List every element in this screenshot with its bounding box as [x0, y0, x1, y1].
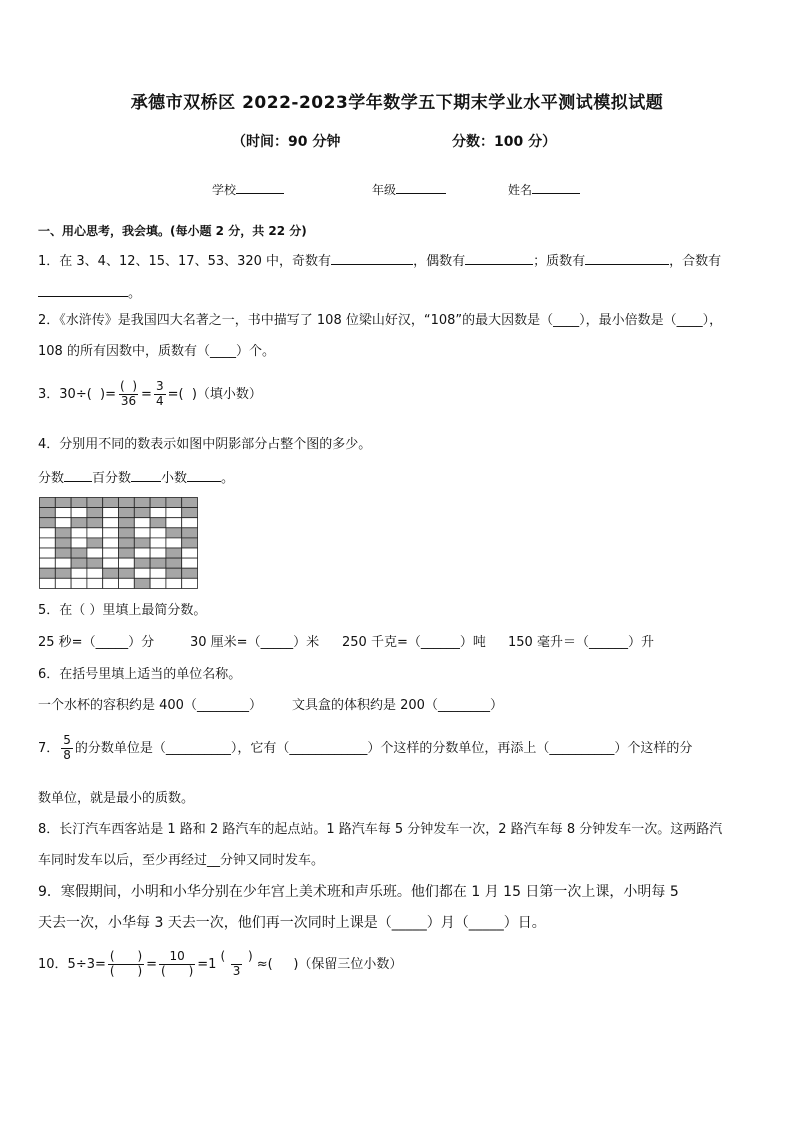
question-7-line1 [38, 734, 692, 763]
grid-cell [134, 518, 150, 528]
question-5-a: 25 秒=（_____）分 [38, 635, 155, 650]
grid-cell [87, 528, 103, 538]
grade-label: 年级 [372, 183, 397, 197]
q10-fraction-1 [108, 950, 144, 979]
grid-cell-shaded [166, 548, 182, 558]
school-blank[interactable] [236, 181, 284, 194]
grid-cell [103, 538, 119, 548]
grid-cell-shaded [103, 498, 119, 508]
q1-blank-odd[interactable] [331, 252, 413, 265]
name-field [508, 181, 580, 198]
question-9-line1: 9．寒假期间，小明和小华分别在少年宫上美术班和声乐班。他们都在 1 月 15 日第一次上课，小明每 5 [38, 884, 679, 900]
question-2-line2: 108 的所有因数中，质数有（____）个。 [38, 344, 275, 359]
q4-fraction-blank[interactable] [64, 469, 92, 482]
question-5-d: 150 毫升＝（______）升 [508, 635, 654, 650]
q3-blank-1[interactable]: ( ) [86, 386, 106, 402]
grid-cell [134, 568, 150, 578]
question-5-b: 30 厘米=（_____）米 [190, 635, 320, 650]
grid-cell [166, 518, 182, 528]
q3-frac2-num: 3 [155, 379, 164, 393]
grid-cell [103, 518, 119, 528]
grid-cell [103, 528, 119, 538]
name-label: 姓名 [508, 183, 533, 197]
question-4-line1: 4．分别用不同的数表示如图中阴影部分占整个图的多少。 [38, 437, 372, 452]
q3-fraction-2 [154, 380, 166, 409]
grid-cell [166, 578, 182, 588]
q3-suffix: （填小数） [196, 386, 262, 402]
q10-eq-2: =1 [197, 956, 217, 972]
q1-blank-even[interactable] [465, 252, 533, 265]
question-1-cont [38, 284, 141, 300]
grid-cell [40, 578, 56, 588]
school-label: 学校 [212, 183, 237, 197]
grid-cell [150, 538, 166, 548]
grid-cell-shaded [87, 538, 103, 548]
grid-cell-shaded [119, 498, 135, 508]
grid-cell-shaded [182, 528, 198, 538]
question-7-line2: 数单位，就是最小的质数。 [38, 791, 195, 806]
grid-cell-shaded [119, 528, 135, 538]
question-2-line1: 2．《水浒传》是我国四大名著之一，书中描写了 108 位梁山好汉，“108”的最大因数是（____），最小倍数是（____）， [38, 313, 723, 328]
question-8-line2: 车同时发车以后，至少再经过__分钟又同时发车。 [38, 853, 325, 868]
q10-fraction-3 [218, 950, 254, 979]
grid-cell-shaded [119, 508, 135, 518]
q3-frac1-num[interactable]: ( ) [120, 379, 138, 393]
grid-cell [134, 548, 150, 558]
grid-cell-shaded [87, 508, 103, 518]
grid-cell [40, 548, 56, 558]
q4-percent-blank[interactable] [131, 469, 161, 482]
question-5-line1: 5．在（ ）里填上最简分数。 [38, 603, 207, 618]
question-10 [38, 950, 402, 979]
exam-title: 承德市双桥区 2022-2023学年数学五下期末学业水平测试模拟试题 [130, 93, 664, 113]
grid-cell-shaded [182, 508, 198, 518]
grid-cell-shaded [182, 568, 198, 578]
grid-cell [40, 538, 56, 548]
q10-eq: = [146, 956, 158, 972]
q1-text-prime: ；质数有 [533, 254, 586, 269]
grid-cell-shaded [71, 558, 87, 568]
q10-fraction-2 [159, 950, 195, 979]
grid-cell-shaded [71, 548, 87, 558]
q10-suffix: （保留三位小数） [298, 956, 403, 972]
name-blank[interactable] [532, 181, 580, 194]
grid-cell-shaded [40, 498, 56, 508]
grid-cell [119, 558, 135, 568]
q10-prefix: 10．5÷3= [38, 956, 106, 972]
grid-cell-shaded [55, 538, 71, 548]
grid-cell-shaded [55, 498, 71, 508]
grid-cell [71, 578, 87, 588]
exam-time: （时间：90 分钟 [232, 134, 341, 150]
grid-cell [55, 558, 71, 568]
grid-cell-shaded [166, 558, 182, 568]
exam-score: 分数：100 分） [452, 134, 557, 150]
q3-frac1-den: 36 [120, 393, 137, 408]
grid-cell-shaded [71, 518, 87, 528]
question-3 [38, 380, 262, 409]
q1-end: 。 [128, 286, 142, 301]
grid-cell [71, 538, 87, 548]
grid-cell [182, 558, 198, 568]
grid-cell-shaded [119, 538, 135, 548]
grid-cell-shaded [119, 518, 135, 528]
q10-f1-num[interactable]: ( ) [109, 949, 143, 963]
q7-frac-num: 5 [63, 733, 71, 747]
grid-cell-shaded [55, 568, 71, 578]
q7-frac-den: 8 [63, 747, 71, 762]
grid-cell-shaded [182, 498, 198, 508]
question-4-line2 [38, 469, 234, 485]
grid-cell-shaded [134, 508, 150, 518]
grid-cell-shaded [182, 538, 198, 548]
grid-cell [71, 528, 87, 538]
grid-cell [71, 508, 87, 518]
grid-cell [150, 568, 166, 578]
grid-cell-shaded [55, 548, 71, 558]
q10-blank[interactable]: ( ) [267, 956, 299, 972]
grid-cell-shaded [87, 518, 103, 528]
grid-cell-shaded [103, 568, 119, 578]
grid-cell [182, 548, 198, 558]
grid-cell [87, 578, 103, 588]
grid-cell-shaded [119, 568, 135, 578]
grid-cell-shaded [87, 558, 103, 568]
grid-cell-shaded [40, 518, 56, 528]
q3-fraction-1 [118, 380, 139, 409]
grid-cell [103, 508, 119, 518]
shaded-grid-figure [39, 497, 199, 589]
grid-cell [40, 558, 56, 568]
q10-approx: ≈ [256, 956, 268, 972]
grid-cell-shaded [134, 538, 150, 548]
question-9-line2: 天去一次，小华每 3 天去一次，他们再一次同时上课是（_____）月（_____）日。 [38, 915, 546, 931]
grid-cell [150, 508, 166, 518]
school-field [212, 181, 284, 198]
grade-field [372, 181, 446, 198]
grid-cell-shaded [55, 528, 71, 538]
grid-cell-shaded [150, 498, 166, 508]
q7-prefix: 7． [38, 740, 60, 756]
grid-cell-shaded [150, 518, 166, 528]
grid-cell [87, 568, 103, 578]
q1-text-composite: ，合数有 [669, 254, 722, 269]
grid-cell [166, 538, 182, 548]
q4-fraction-label: 分数 [38, 471, 65, 486]
grid-cell-shaded [87, 498, 103, 508]
q4-decimal-label: 小数 [161, 471, 188, 486]
q4-end: 。 [221, 471, 235, 486]
grid-cell [40, 528, 56, 538]
q10-f2-num: 10 [169, 949, 185, 963]
grid-cell [103, 558, 119, 568]
grid-cell [55, 508, 71, 518]
q1-text: 1．在 3、4、12、15、17、53、320 中，奇数有 [38, 254, 332, 269]
grid-cell [87, 548, 103, 558]
q3-blank-2[interactable]: ( ) [178, 386, 197, 402]
grid-cell [103, 578, 119, 588]
q7-fraction [61, 734, 73, 763]
grid-cell [119, 578, 135, 588]
grid-cell [103, 548, 119, 558]
q1-blank-composite[interactable] [38, 284, 128, 297]
grid-cell [182, 578, 198, 588]
grid-cell [150, 548, 166, 558]
q10-f3-num[interactable]: ( ) [220, 949, 253, 963]
grid-cell-shaded [134, 498, 150, 508]
section-heading: 一、用心思考，我会填。(每小题 2 分，共 22 分) [38, 224, 307, 238]
q1-text-even: ，偶数有 [413, 254, 466, 269]
grid-cell [55, 578, 71, 588]
grid-cell-shaded [166, 568, 182, 578]
question-5-c: 250 千克=（______）吨 [342, 635, 486, 650]
grid-cell-shaded [166, 498, 182, 508]
grid-cell-shaded [134, 578, 150, 588]
grid-cell [182, 518, 198, 528]
q7-rest: 的分数单位是（__________），它有（____________）个这样的分数单位，再添上（__________）个这样的分 [74, 740, 693, 756]
q1-blank-prime[interactable] [585, 252, 669, 265]
q3-eq-3: = [167, 386, 179, 402]
grid-cell-shaded [40, 568, 56, 578]
question-1 [38, 252, 721, 268]
q10-f2-den[interactable]: ( ) [161, 963, 194, 978]
grid-cell [71, 568, 87, 578]
question-6-b: 文具盒的体积约是 200（________） [292, 698, 503, 713]
grid-cell-shaded [134, 558, 150, 568]
grid-cell-shaded [71, 498, 87, 508]
q10-f1-den[interactable]: ( ) [109, 963, 143, 978]
question-6-line1: 6．在括号里填上适当的单位名称。 [38, 667, 242, 682]
grid-cell-shaded [119, 548, 135, 558]
q3-frac2-den: 4 [155, 393, 164, 408]
grid-cell [55, 518, 71, 528]
grid-cell-shaded [150, 558, 166, 568]
grid-cell-shaded [40, 508, 56, 518]
grade-blank[interactable] [396, 181, 446, 194]
q3-eq-2: = [141, 386, 152, 402]
grid-cell [150, 578, 166, 588]
q10-f3-den: 3 [232, 963, 241, 978]
q4-percent-label: 百分数 [92, 471, 132, 486]
q3-eq: = [105, 386, 117, 402]
q4-decimal-blank[interactable] [187, 469, 221, 482]
grid-cell-shaded [166, 528, 182, 538]
grid-cell [134, 528, 150, 538]
q3-prefix: 3．30÷ [38, 386, 87, 402]
grid-cell [166, 508, 182, 518]
question-6-a: 一个水杯的容积约是 400（________） [38, 698, 262, 713]
question-8-line1: 8．长汀汽车西客站是 1 路和 2 路汽车的起点站。1 路汽车每 5 分钟发车一次，2 路汽车每 8 分钟发车一次。这两路汽 [38, 822, 723, 837]
grid-cell [150, 528, 166, 538]
